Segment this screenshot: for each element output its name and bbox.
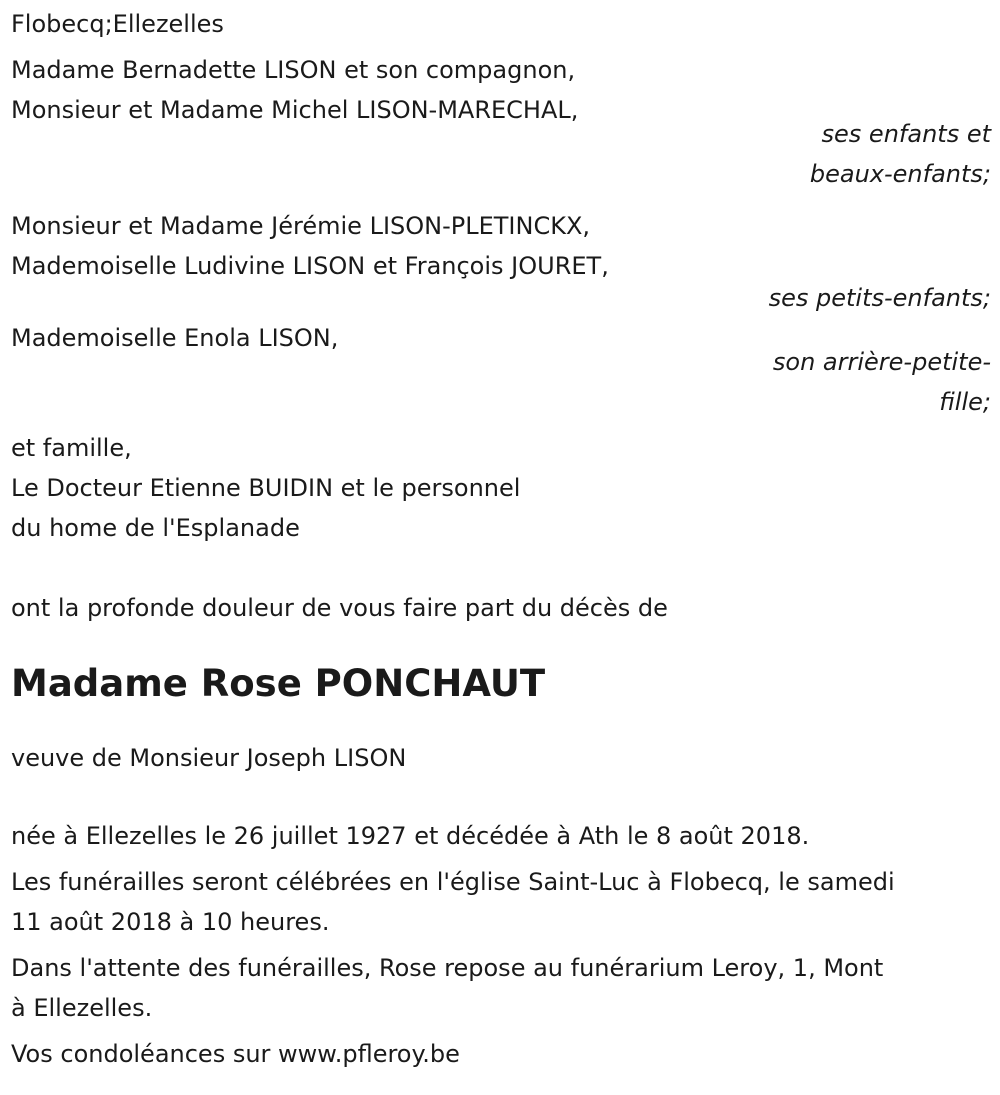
other-mourner-line: Le Docteur Etienne BUIDIN et le personnel bbox=[11, 474, 521, 502]
announcement-text: ont la profonde douleur de vous faire part du décès de bbox=[11, 594, 668, 622]
birth-death-text: née à Ellezelles le 26 juillet 1927 et décédée à Ath le 8 août 2018. bbox=[11, 822, 810, 850]
resting-line: Dans l'attente des funérailles, Rose repose au funérarium Leroy, 1, Mont bbox=[11, 954, 884, 982]
relation-label: fille; bbox=[939, 388, 991, 416]
family-group-great-grandchild bbox=[11, 318, 991, 422]
obituary-document bbox=[11, 4, 991, 1074]
funeral-line: Les funérailles seront célébrées en l'église Saint-Luc à Flobecq, le samedi bbox=[11, 868, 895, 896]
family-name-line: Madame Bernadette LISON et son compagnon, bbox=[11, 56, 576, 84]
widow-of-text: veuve de Monsieur Joseph LISON bbox=[11, 744, 407, 772]
resting-line: à Ellezelles. bbox=[11, 994, 153, 1022]
other-mourner-line: et famille, bbox=[11, 434, 132, 462]
deceased-name: Madame Rose PONCHAUT bbox=[11, 662, 546, 705]
funeral-details bbox=[11, 862, 991, 942]
resting-details bbox=[11, 948, 991, 1028]
family-group-children bbox=[11, 50, 991, 194]
condolences-text: Vos condoléances sur www.pfleroy.be bbox=[11, 1040, 460, 1068]
family-name-line: Monsieur et Madame Michel LISON-MARECHAL, bbox=[11, 96, 579, 124]
other-mourners bbox=[11, 428, 991, 548]
family-name-line: Monsieur et Madame Jérémie LISON-PLETINCKX, bbox=[11, 212, 591, 240]
relation-label: ses enfants et bbox=[821, 120, 991, 148]
funeral-line: 11 août 2018 à 10 heures. bbox=[11, 908, 330, 936]
location-header: Flobecq;Ellezelles bbox=[11, 10, 224, 38]
relation-label: beaux-enfants; bbox=[809, 160, 991, 188]
family-name-line: Mademoiselle Enola LISON, bbox=[11, 324, 339, 352]
family-group-grandchildren bbox=[11, 206, 991, 318]
relation-label: ses petits-enfants; bbox=[768, 284, 991, 312]
family-name-line: Mademoiselle Ludivine LISON et François JOURET, bbox=[11, 252, 609, 280]
other-mourner-line: du home de l'Esplanade bbox=[11, 514, 300, 542]
relation-label: son arrière-petite- bbox=[772, 348, 991, 376]
